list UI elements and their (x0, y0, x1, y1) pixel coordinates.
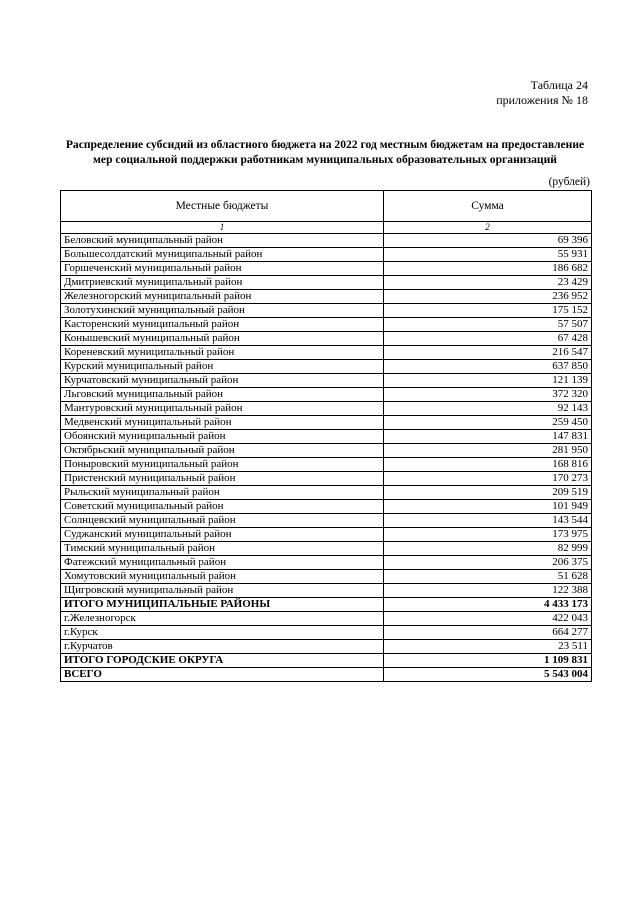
amount-cell: 101 949 (384, 500, 592, 514)
amount-cell: 170 273 (384, 472, 592, 486)
table-body (61, 234, 592, 682)
amount-cell: 92 143 (384, 402, 592, 416)
budget-name-cell: Курский муниципальный район (61, 360, 384, 374)
amount-cell: 259 450 (384, 416, 592, 430)
budget-name-cell: Беловский муниципальный район (61, 234, 384, 248)
table-row (61, 374, 592, 388)
budget-name-cell: Хомутовский муниципальный район (61, 570, 384, 584)
table-row (61, 304, 592, 318)
amount-cell: 4 433 173 (384, 598, 592, 612)
amount-cell: 186 682 (384, 262, 592, 276)
table-row (61, 542, 592, 556)
table-row (61, 500, 592, 514)
budget-name-cell: Дмитриевский муниципальный район (61, 276, 384, 290)
table-number: Таблица 24 (530, 78, 588, 92)
column-number-2: 2 (384, 222, 592, 234)
amount-cell: 147 831 (384, 430, 592, 444)
title-line-1: Распределение субсидий из областного бюджета на 2022 год местным бюджетам на предоставление (65, 138, 585, 151)
amount-cell: 168 816 (384, 458, 592, 472)
table-row (61, 626, 592, 640)
table-row (61, 360, 592, 374)
budget-name-cell: Медвенский муниципальный район (61, 416, 384, 430)
amount-cell: 422 043 (384, 612, 592, 626)
amount-cell: 121 139 (384, 374, 592, 388)
amount-cell: 143 544 (384, 514, 592, 528)
table-row (61, 528, 592, 542)
table-row (61, 388, 592, 402)
table-row (61, 570, 592, 584)
amount-cell: 209 519 (384, 486, 592, 500)
budget-name-cell: Касторенский муниципальный район (61, 318, 384, 332)
table-row (61, 514, 592, 528)
amount-cell: 175 152 (384, 304, 592, 318)
appendix-number: приложения № 18 (496, 93, 588, 107)
budget-name-cell: Большесолдатский муниципальный район (61, 248, 384, 262)
budget-name-cell: Конышевский муниципальный район (61, 332, 384, 346)
amount-cell: 5 543 004 (384, 668, 592, 682)
subsidy-table (60, 190, 592, 682)
budget-name-cell: Курчатовский муниципальный район (61, 374, 384, 388)
header-budgets: Местные бюджеты (61, 191, 384, 222)
table-row (61, 430, 592, 444)
budget-name-cell: Горшеченский муниципальный район (61, 262, 384, 276)
budget-name-cell: Фатежский муниципальный район (61, 556, 384, 570)
table-row (61, 234, 592, 248)
budget-name-cell: Золотухинский муниципальный район (61, 304, 384, 318)
amount-cell: 57 507 (384, 318, 592, 332)
header-row (61, 191, 592, 222)
amount-cell: 372 320 (384, 388, 592, 402)
amount-cell: 23 429 (384, 276, 592, 290)
table-row (61, 262, 592, 276)
amount-cell: 82 999 (384, 542, 592, 556)
amount-cell: 236 952 (384, 290, 592, 304)
budget-name-cell: ИТОГО МУНИЦИПАЛЬНЫЕ РАЙОНЫ (61, 598, 384, 612)
amount-cell: 23 511 (384, 640, 592, 654)
amount-cell: 67 428 (384, 332, 592, 346)
budget-name-cell: Солнцевский муниципальный район (61, 514, 384, 528)
budget-name-cell: Октябрьский муниципальный район (61, 444, 384, 458)
table-row (61, 248, 592, 262)
title-line-2: мер социальной поддержки работникам муниципальных образовательных организаций (93, 153, 557, 166)
budget-name-cell: г.Железногорск (61, 612, 384, 626)
budget-name-cell: г.Курск (61, 626, 384, 640)
table-row (61, 458, 592, 472)
table-row (61, 584, 592, 598)
amount-cell: 1 109 831 (384, 654, 592, 668)
header-amount: Сумма (384, 191, 592, 222)
table-row (61, 444, 592, 458)
table-row (61, 486, 592, 500)
amount-cell: 664 277 (384, 626, 592, 640)
table-row (61, 346, 592, 360)
amount-cell: 206 375 (384, 556, 592, 570)
document-title (58, 137, 592, 167)
table-row (61, 290, 592, 304)
budget-name-cell: Пристенский муниципальный район (61, 472, 384, 486)
table-row (61, 472, 592, 486)
budget-name-cell: Рыльский муниципальный район (61, 486, 384, 500)
table-row (61, 612, 592, 626)
amount-cell: 122 388 (384, 584, 592, 598)
budget-name-cell: Суджанский муниципальный район (61, 528, 384, 542)
table-row (61, 556, 592, 570)
budget-name-cell: г.Курчатов (61, 640, 384, 654)
cities-total-row (61, 654, 592, 668)
grand-total-row (61, 668, 592, 682)
table-row (61, 332, 592, 346)
budget-name-cell: Железногорский муниципальный район (61, 290, 384, 304)
amount-cell: 51 628 (384, 570, 592, 584)
budget-name-cell: ИТОГО ГОРОДСКИЕ ОКРУГА (61, 654, 384, 668)
budget-name-cell: Кореневский муниципальный район (61, 346, 384, 360)
budget-name-cell: Обоянский муниципальный район (61, 430, 384, 444)
table-row (61, 276, 592, 290)
amount-cell: 216 547 (384, 346, 592, 360)
column-number-1: 1 (61, 222, 384, 234)
budget-name-cell: Тимский муниципальный район (61, 542, 384, 556)
amount-cell: 69 396 (384, 234, 592, 248)
districts-total-row (61, 598, 592, 612)
table-row (61, 416, 592, 430)
amount-cell: 55 931 (384, 248, 592, 262)
budget-name-cell: Льговский муниципальный район (61, 388, 384, 402)
column-number-row (61, 222, 592, 234)
budget-name-cell: ВСЕГО (61, 668, 384, 682)
table-row (61, 402, 592, 416)
amount-cell: 637 850 (384, 360, 592, 374)
units-label: (рублей) (548, 176, 590, 188)
table-row (61, 318, 592, 332)
budget-name-cell: Советский муниципальный район (61, 500, 384, 514)
amount-cell: 281 950 (384, 444, 592, 458)
budget-name-cell: Поныровский муниципальный район (61, 458, 384, 472)
table-row (61, 640, 592, 654)
table-reference (496, 78, 588, 108)
budget-name-cell: Щигровский муниципальный район (61, 584, 384, 598)
budget-name-cell: Мантуровский муниципальный район (61, 402, 384, 416)
amount-cell: 173 975 (384, 528, 592, 542)
